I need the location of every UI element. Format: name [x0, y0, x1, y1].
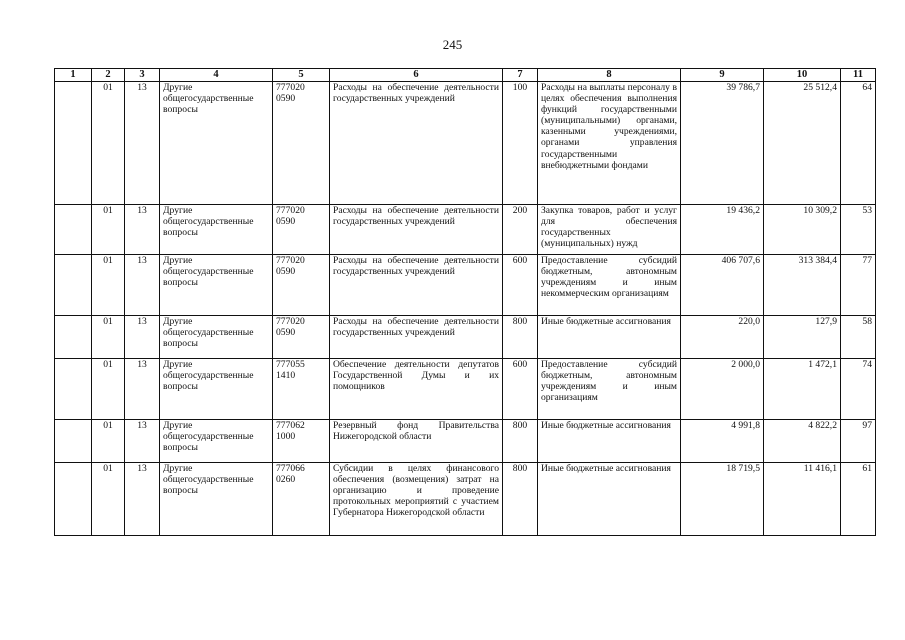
- page-number: 245: [442, 37, 463, 52]
- cell-target-article: 777066 0260: [273, 463, 330, 536]
- cell-col1: [55, 255, 92, 316]
- cell-col1: [55, 359, 92, 420]
- cell-target-article: 777020 0590: [273, 255, 330, 316]
- cell-percent: 97: [841, 420, 876, 463]
- cell-expense-type: 600: [503, 255, 538, 316]
- cell-plan-amount: 2 000,0: [681, 359, 764, 420]
- cell-article-name: Обеспечение деятельности депутатов Государственной Думы и их помощников: [330, 359, 503, 420]
- cell-target-article: 777020 0590: [273, 82, 330, 205]
- cell-expense-type: 600: [503, 359, 538, 420]
- column-header: 9: [681, 69, 764, 82]
- cell-section: 01: [92, 205, 125, 255]
- cell-expense-type-name: Закупка товаров, работ и услуг для обеспечения государственных (муниципальных) нужд: [538, 205, 681, 255]
- cell-actual-amount: 10 309,2: [764, 205, 841, 255]
- cell-actual-amount: 25 512,4: [764, 82, 841, 205]
- cell-article-name: Расходы на обеспечение деятельности государственных учреждений: [330, 316, 503, 359]
- cell-subsection: 13: [125, 255, 160, 316]
- cell-col1: [55, 82, 92, 205]
- cell-subsection: 13: [125, 82, 160, 205]
- cell-actual-amount: 127,9: [764, 316, 841, 359]
- cell-section: 01: [92, 316, 125, 359]
- column-header: 2: [92, 69, 125, 82]
- table-row: [55, 359, 876, 420]
- cell-subsection: 13: [125, 316, 160, 359]
- column-header: 3: [125, 69, 160, 82]
- cell-plan-amount: 39 786,7: [681, 82, 764, 205]
- cell-actual-amount: 11 416,1: [764, 463, 841, 536]
- cell-subsection: 13: [125, 205, 160, 255]
- cell-section-name: Другие общегосударственные вопросы: [160, 420, 273, 463]
- budget-table: [54, 68, 876, 536]
- cell-expense-type: 100: [503, 82, 538, 205]
- cell-expense-type-name: Предоставление субсидий бюджетным, автономным учреждениям и иным некоммерческим организациям: [538, 255, 681, 316]
- table-row: [55, 205, 876, 255]
- cell-plan-amount: 4 991,8: [681, 420, 764, 463]
- cell-target-article: 777020 0590: [273, 205, 330, 255]
- cell-expense-type: 800: [503, 316, 538, 359]
- column-header: 4: [160, 69, 273, 82]
- cell-expense-type: 200: [503, 205, 538, 255]
- cell-subsection: 13: [125, 463, 160, 536]
- table-row: [55, 82, 876, 205]
- cell-target-article: 777020 0590: [273, 316, 330, 359]
- table-row: [55, 420, 876, 463]
- cell-section-name: Другие общегосударственные вопросы: [160, 205, 273, 255]
- cell-percent: 58: [841, 316, 876, 359]
- cell-percent: 77: [841, 255, 876, 316]
- cell-plan-amount: 220,0: [681, 316, 764, 359]
- cell-article-name: Расходы на обеспечение деятельности государственных учреждений: [330, 255, 503, 316]
- cell-percent: 64: [841, 82, 876, 205]
- column-header: 11: [841, 69, 876, 82]
- cell-subsection: 13: [125, 359, 160, 420]
- cell-article-name: Резервный фонд Правительства Нижегородской области: [330, 420, 503, 463]
- cell-section: 01: [92, 420, 125, 463]
- table-row: [55, 463, 876, 536]
- cell-expense-type: 800: [503, 463, 538, 536]
- column-header: 1: [55, 69, 92, 82]
- cell-plan-amount: 19 436,2: [681, 205, 764, 255]
- cell-expense-type-name: Иные бюджетные ассигнования: [538, 463, 681, 536]
- cell-subsection: 13: [125, 420, 160, 463]
- cell-col1: [55, 205, 92, 255]
- cell-expense-type: 800: [503, 420, 538, 463]
- cell-section-name: Другие общегосударственные вопросы: [160, 255, 273, 316]
- cell-actual-amount: 1 472,1: [764, 359, 841, 420]
- cell-section: 01: [92, 359, 125, 420]
- column-header: 5: [273, 69, 330, 82]
- table-row: [55, 316, 876, 359]
- cell-article-name: Расходы на обеспечение деятельности государственных учреждений: [330, 205, 503, 255]
- cell-article-name: Субсидии в целях финансового обеспечения (возмещения) затрат на организацию и проведение протокольных мероприятий с участием Губернатора Нижегородской области: [330, 463, 503, 536]
- cell-section-name: Другие общегосударственные вопросы: [160, 82, 273, 205]
- cell-expense-type-name: Иные бюджетные ассигнования: [538, 316, 681, 359]
- cell-section: 01: [92, 82, 125, 205]
- cell-target-article: 777055 1410: [273, 359, 330, 420]
- cell-percent: 61: [841, 463, 876, 536]
- cell-col1: [55, 420, 92, 463]
- cell-section-name: Другие общегосударственные вопросы: [160, 463, 273, 536]
- cell-col1: [55, 463, 92, 536]
- column-header: 7: [503, 69, 538, 82]
- table-row: [55, 255, 876, 316]
- column-header: 10: [764, 69, 841, 82]
- column-header: 6: [330, 69, 503, 82]
- cell-section: 01: [92, 463, 125, 536]
- cell-section-name: Другие общегосударственные вопросы: [160, 359, 273, 420]
- cell-percent: 53: [841, 205, 876, 255]
- column-header: 8: [538, 69, 681, 82]
- cell-section: 01: [92, 255, 125, 316]
- cell-percent: 74: [841, 359, 876, 420]
- cell-plan-amount: 406 707,6: [681, 255, 764, 316]
- cell-actual-amount: 4 822,2: [764, 420, 841, 463]
- cell-expense-type-name: Предоставление субсидий бюджетным, автономным учреждениям и иным организациям: [538, 359, 681, 420]
- cell-article-name: Расходы на обеспечение деятельности государственных учреждений: [330, 82, 503, 205]
- cell-plan-amount: 18 719,5: [681, 463, 764, 536]
- cell-actual-amount: 313 384,4: [764, 255, 841, 316]
- cell-expense-type-name: Расходы на выплаты персоналу в целях обеспечения выполнения функций государственными (муниципальными) органами, казенными учреждениями, органами управления государственными внебюджетными фондами: [538, 82, 681, 205]
- cell-target-article: 777062 1000: [273, 420, 330, 463]
- cell-col1: [55, 316, 92, 359]
- table-header-row: [55, 69, 876, 82]
- cell-section-name: Другие общегосударственные вопросы: [160, 316, 273, 359]
- cell-expense-type-name: Иные бюджетные ассигнования: [538, 420, 681, 463]
